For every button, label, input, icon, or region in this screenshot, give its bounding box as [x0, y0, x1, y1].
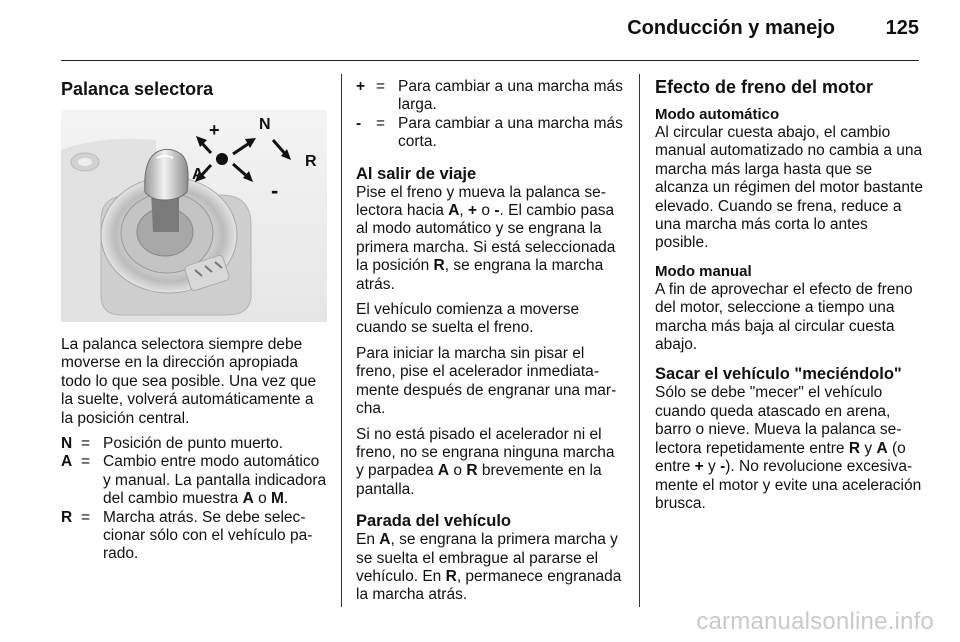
subheading: Modo automático	[655, 106, 780, 123]
text-run: Sólo se debe "mecer" el vehículo cuando queda atascado en arena, barro o nieve. Mueva la palanca selectora repetidamente entre	[655, 384, 902, 457]
bold-run: A	[876, 439, 888, 457]
paragraph	[356, 531, 624, 605]
definition-text	[103, 453, 327, 508]
gear-selector-figure	[61, 110, 327, 322]
definition-row	[61, 509, 327, 564]
section-heading: Efecto de freno del motor	[655, 77, 874, 97]
text-run: , se engrana la primera marcha y se suelta el embrague al pararse el vehículo. En	[356, 531, 618, 585]
paragraph: Para iniciar la marcha sin pisar el freno, pise el acelerador inmediatamente después de engranar una marcha.	[356, 344, 617, 418]
bold-run: -	[720, 458, 726, 476]
column-2	[356, 74, 624, 612]
definition-equals: =	[81, 508, 91, 526]
definition-equals: =	[81, 435, 91, 453]
definition-row	[61, 453, 327, 508]
definition-key: -	[356, 114, 362, 132]
bold-run: M	[271, 490, 284, 508]
text-run: (o entre	[655, 439, 906, 476]
text-run: , se engrana la marcha atrás.	[356, 257, 604, 293]
definition-key: R	[61, 508, 73, 526]
bold-run: A	[379, 531, 391, 549]
definition-key: +	[356, 78, 366, 95]
column-divider	[341, 74, 342, 607]
definition-text: Posición de punto muerto.	[103, 435, 284, 453]
paragraph	[356, 184, 624, 294]
text-run: o	[477, 202, 495, 220]
figure-label-r: R	[305, 153, 317, 170]
text-run: En	[356, 531, 380, 549]
figure-label-minus: -	[271, 178, 279, 203]
column-divider	[639, 74, 640, 607]
bold-run: +	[694, 458, 704, 476]
text-run: brevemente en la pantalla.	[356, 462, 602, 498]
text-run: ,	[459, 202, 469, 220]
definition-text: Para cambiar a una marcha más corta.	[398, 114, 623, 151]
definition-row	[356, 78, 624, 115]
page-header	[61, 0, 919, 61]
definition-list	[61, 435, 327, 564]
definition-list	[356, 78, 624, 152]
bold-run: A	[448, 202, 460, 220]
bold-run: -	[494, 202, 500, 220]
section-heading: Al salir de viaje	[356, 164, 477, 183]
bold-run: R	[848, 439, 861, 457]
figure-label-n: N	[259, 116, 271, 133]
header-title: Conducción y manejo	[627, 17, 835, 39]
bold-run: R	[445, 567, 457, 585]
definition-equals: =	[81, 453, 91, 471]
definition-equals: =	[376, 114, 386, 132]
bold-run: A	[437, 462, 450, 480]
paragraph: Al circular cuesta abajo, el cambio manual automatizado no cambia a una marcha más larga hasta que se alcanza un régimen del motor bastante elevado. Cuando se frena, reduce a una marcha más corta lo antes posible.	[655, 124, 923, 252]
text-run: o	[449, 462, 467, 480]
text-run: Cambio entre modo automático y manual. La pantalla indicadora del cambio muestra	[103, 453, 327, 508]
text-run: ). No revolucione excesivamente el motor y evite una aceleración brusca.	[655, 458, 922, 512]
paragraph	[655, 384, 923, 513]
paragraph: A fin de aprovechar el efecto de freno del motor, seleccione a tiempo una marcha más baja al circular cuesta abajo.	[655, 280, 913, 354]
gear-selector-illustration	[61, 110, 327, 322]
watermark: carmanualsonline.info	[696, 608, 934, 635]
section-heading: Parada del vehículo	[356, 512, 511, 531]
paragraph: El vehículo comienza a moverse cuando se suelta el freno.	[356, 301, 580, 337]
definition-row	[61, 435, 327, 453]
figure-label-plus: +	[209, 120, 220, 140]
text-run: , permanece engranada la marcha atrás.	[356, 567, 622, 604]
figure-label-a: A	[192, 166, 204, 183]
text-run: y	[703, 458, 721, 476]
column-3	[655, 74, 923, 520]
bold-run: +	[468, 202, 478, 220]
text-run: y	[860, 439, 877, 457]
text-run: o	[253, 490, 271, 508]
definition-key: N	[61, 435, 73, 453]
definition-equals: =	[376, 78, 386, 95]
definition-key: A	[61, 453, 73, 471]
paragraph	[356, 426, 624, 500]
section-heading: Palanca selectora	[61, 79, 214, 99]
intro-paragraph: La palanca selectora siempre debe moverse en la dirección apropiada todo lo que sea posible. Una vez que la suelte, volverá automáticamente a la posición central.	[61, 336, 317, 427]
text-run: Si no está pisado el acelerador ni el freno, no se engrana ninguna marcha y parpadea	[356, 425, 615, 480]
definition-text: Para cambiar a una marcha más larga.	[398, 78, 623, 114]
text-run: .	[283, 490, 289, 508]
text-run: Pise el freno y mueva la palanca selectora hacia	[356, 183, 606, 220]
bold-run: R	[433, 257, 445, 275]
bold-run: A	[242, 490, 254, 508]
definition-text: Marcha atrás. Se debe seleccionar sólo con el vehículo parado.	[103, 508, 313, 563]
column-1	[61, 74, 327, 568]
section-heading: Sacar el vehículo "meciéndolo"	[655, 365, 902, 384]
subheading: Modo manual	[655, 262, 752, 280]
page-number: 125	[885, 17, 919, 39]
bold-run: R	[466, 462, 478, 480]
definition-row	[356, 115, 624, 152]
text-run: . El cambio pasa al modo automático y se engrana la primera marcha. Si está seleccionada la posición	[356, 202, 616, 275]
